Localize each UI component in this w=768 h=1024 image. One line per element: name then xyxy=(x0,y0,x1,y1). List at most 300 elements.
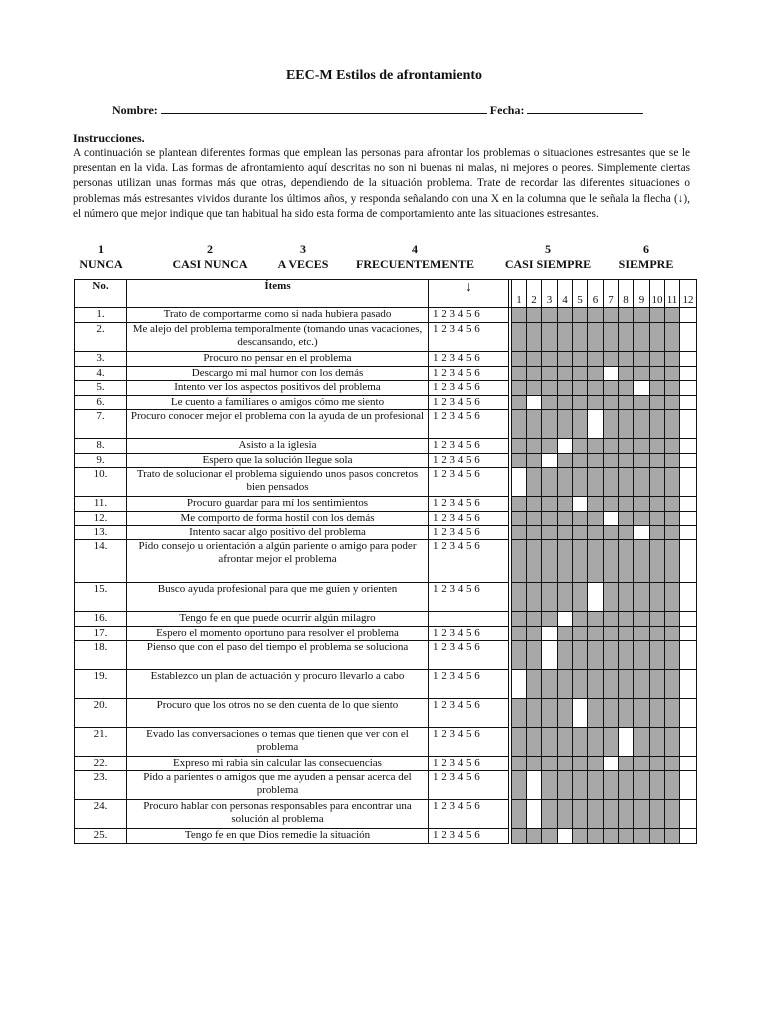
scoring-cell xyxy=(542,800,558,829)
scoring-cell xyxy=(542,641,558,670)
item-number: 22. xyxy=(75,757,127,771)
scoring-cell xyxy=(604,526,619,540)
column-number: 8 xyxy=(619,280,634,308)
answer-options[interactable]: 1 2 3 4 5 6 xyxy=(429,454,509,468)
item-text: Procuro hablar con personas responsables para encontrar una solución al problema xyxy=(127,800,429,829)
item-text: Procuro no pensar en el problema xyxy=(127,352,429,367)
scale-option xyxy=(614,242,678,272)
scoring-cell xyxy=(588,410,604,439)
scoring-cell xyxy=(680,526,697,540)
item-text: Le cuento a familiares o amigos cómo me siento xyxy=(127,396,429,410)
item-number: 15. xyxy=(75,583,127,612)
scoring-cell xyxy=(558,757,573,771)
scoring-cell xyxy=(634,728,650,757)
scoring-cell xyxy=(604,699,619,728)
scoring-cell xyxy=(665,771,680,800)
scoring-cell xyxy=(573,526,588,540)
answer-options[interactable]: 1 2 3 4 5 6 xyxy=(429,757,509,771)
scale-number: 3 xyxy=(300,242,306,256)
scoring-cell xyxy=(634,367,650,381)
scoring-cell xyxy=(680,410,697,439)
scoring-cell xyxy=(650,540,665,583)
scoring-cell xyxy=(512,641,527,670)
scoring-cell xyxy=(650,829,665,844)
scoring-cell xyxy=(680,670,697,699)
scoring-cell xyxy=(665,396,680,410)
scoring-cell xyxy=(512,829,527,844)
scoring-cell xyxy=(558,800,573,829)
item-number: 4. xyxy=(75,367,127,381)
scale-label: NUNCA xyxy=(79,257,123,271)
scoring-cell xyxy=(604,381,619,396)
item-text: Procuro guardar para mí los sentimientos xyxy=(127,497,429,512)
scoring-cell xyxy=(527,439,542,454)
header-no: No. xyxy=(75,280,127,308)
scoring-cell xyxy=(650,800,665,829)
scoring-cell xyxy=(558,699,573,728)
scoring-cell xyxy=(512,439,527,454)
scoring-cell xyxy=(542,497,558,512)
item-number: 9. xyxy=(75,454,127,468)
scoring-cell xyxy=(634,396,650,410)
table-row xyxy=(75,512,697,526)
scoring-cell xyxy=(680,612,697,627)
column-number: 7 xyxy=(604,280,619,308)
scoring-cell xyxy=(573,308,588,323)
scale-number: 1 xyxy=(98,242,104,256)
scoring-cell xyxy=(542,670,558,699)
column-number: 11 xyxy=(665,280,680,308)
scoring-cell xyxy=(588,352,604,367)
scoring-cell xyxy=(650,670,665,699)
item-number: 24. xyxy=(75,800,127,829)
scoring-cell xyxy=(634,612,650,627)
scoring-cell xyxy=(680,468,697,497)
scoring-cell xyxy=(619,468,634,497)
scoring-cell xyxy=(604,439,619,454)
scoring-cell xyxy=(634,352,650,367)
scoring-cell xyxy=(619,699,634,728)
scoring-cell xyxy=(512,381,527,396)
item-text: Pienso que con el paso del tiempo el problema se soluciona xyxy=(127,641,429,670)
answer-options[interactable]: 1 2 3 4 5 6 xyxy=(429,641,509,670)
scoring-cell xyxy=(527,757,542,771)
items-table xyxy=(74,279,697,844)
scoring-cell xyxy=(588,612,604,627)
scale-option xyxy=(498,242,598,272)
scoring-cell xyxy=(680,641,697,670)
scoring-cell xyxy=(665,454,680,468)
scoring-cell xyxy=(634,583,650,612)
scoring-cell xyxy=(527,512,542,526)
scoring-cell xyxy=(665,308,680,323)
scoring-cell xyxy=(619,323,634,352)
scoring-cell xyxy=(573,612,588,627)
scoring-cell xyxy=(542,439,558,454)
scoring-cell xyxy=(604,583,619,612)
scoring-cell xyxy=(634,308,650,323)
scoring-cell xyxy=(512,526,527,540)
scoring-cell xyxy=(634,800,650,829)
scoring-cell xyxy=(634,641,650,670)
scoring-cell xyxy=(588,670,604,699)
scoring-cell xyxy=(588,728,604,757)
name-field[interactable] xyxy=(161,102,487,114)
answer-options[interactable]: 1 2 3 4 5 6 xyxy=(429,583,509,612)
scale-number: 6 xyxy=(643,242,649,256)
scoring-cell xyxy=(527,381,542,396)
scoring-cell xyxy=(650,512,665,526)
scoring-cell xyxy=(604,728,619,757)
item-text: Espero el momento oportuno para resolver el problema xyxy=(127,627,429,641)
name-label: Nombre: xyxy=(112,103,158,117)
response-scale xyxy=(0,242,768,274)
scoring-cell xyxy=(650,439,665,454)
scoring-cell xyxy=(619,641,634,670)
item-text: Evado las conversaciones o temas que tienen que ver con el problema xyxy=(127,728,429,757)
scoring-cell xyxy=(619,497,634,512)
table-row xyxy=(75,627,697,641)
scoring-cell xyxy=(680,396,697,410)
scoring-cell xyxy=(604,627,619,641)
item-text: Expreso mi rabia sin calcular las consecuencias xyxy=(127,757,429,771)
scoring-cell xyxy=(604,540,619,583)
item-number: 16. xyxy=(75,612,127,627)
answer-options[interactable]: 1 2 3 4 5 6 xyxy=(429,728,509,757)
column-number: 10 xyxy=(650,280,665,308)
scale-label: SIEMPRE xyxy=(618,257,674,271)
answer-options[interactable]: 1 2 3 4 5 6 xyxy=(429,468,509,497)
scoring-cell xyxy=(634,699,650,728)
table-row xyxy=(75,526,697,540)
scoring-cell xyxy=(527,627,542,641)
scoring-cell xyxy=(512,352,527,367)
header-items: Ítems xyxy=(127,280,429,308)
scoring-cell xyxy=(604,612,619,627)
scoring-cell xyxy=(573,381,588,396)
scoring-cell xyxy=(588,699,604,728)
scoring-cell xyxy=(665,583,680,612)
scoring-cell xyxy=(680,308,697,323)
item-text: Intento ver los aspectos positivos del problema xyxy=(127,381,429,396)
answer-options[interactable]: 1 2 3 4 5 6 xyxy=(429,771,509,800)
scoring-cell xyxy=(558,641,573,670)
scoring-cell xyxy=(527,728,542,757)
table-row xyxy=(75,757,697,771)
scoring-cell xyxy=(588,771,604,800)
scoring-cell xyxy=(665,728,680,757)
scoring-cell xyxy=(512,670,527,699)
scale-label: CASI SIEMPRE xyxy=(504,257,592,271)
scoring-cell xyxy=(588,540,604,583)
item-number: 17. xyxy=(75,627,127,641)
scoring-cell xyxy=(634,512,650,526)
column-number: 6 xyxy=(588,280,604,308)
answer-options[interactable]: 1 2 3 4 5 6 xyxy=(429,439,509,454)
scoring-cell xyxy=(573,800,588,829)
scale-label: CASI NUNCA xyxy=(172,257,248,271)
scoring-cell xyxy=(665,410,680,439)
scoring-cell xyxy=(573,352,588,367)
scoring-cell xyxy=(650,308,665,323)
answer-options[interactable]: 1 2 3 4 5 6 xyxy=(429,627,509,641)
scoring-cell xyxy=(619,439,634,454)
scoring-cell xyxy=(604,352,619,367)
scoring-cell xyxy=(558,468,573,497)
scoring-cell xyxy=(573,670,588,699)
scoring-cell xyxy=(527,540,542,583)
name-date-line xyxy=(112,102,643,118)
column-number: 1 xyxy=(512,280,527,308)
scoring-cell xyxy=(558,771,573,800)
answer-options[interactable]: 1 2 3 4 5 6 xyxy=(429,540,509,583)
scoring-cell xyxy=(604,308,619,323)
scoring-cell xyxy=(588,497,604,512)
scale-option xyxy=(78,242,124,272)
item-number: 19. xyxy=(75,670,127,699)
scoring-cell xyxy=(650,771,665,800)
scoring-cell xyxy=(665,627,680,641)
scoring-cell xyxy=(680,454,697,468)
scoring-cell xyxy=(650,497,665,512)
item-text: Intento sacar algo positivo del problema xyxy=(127,526,429,540)
scoring-cell xyxy=(665,526,680,540)
answer-options[interactable]: 1 2 3 4 5 6 xyxy=(429,497,509,512)
scoring-cell xyxy=(680,800,697,829)
scoring-cell xyxy=(573,497,588,512)
scoring-cell xyxy=(512,699,527,728)
scoring-cell xyxy=(665,800,680,829)
column-number: 5 xyxy=(573,280,588,308)
item-text: Trato de comportarme como si nada hubiera pasado xyxy=(127,308,429,323)
scoring-cell xyxy=(680,627,697,641)
scoring-cell xyxy=(619,381,634,396)
scoring-cell xyxy=(665,367,680,381)
answer-options[interactable]: 1 2 3 4 5 6 xyxy=(429,829,509,844)
scale-option xyxy=(164,242,256,272)
item-number: 6. xyxy=(75,396,127,410)
scoring-cell xyxy=(680,757,697,771)
scoring-cell xyxy=(634,670,650,699)
scoring-cell xyxy=(542,352,558,367)
scoring-cell xyxy=(542,699,558,728)
scoring-cell xyxy=(558,381,573,396)
scoring-cell xyxy=(619,410,634,439)
table-row xyxy=(75,468,697,497)
item-text: Tengo fe en que Dios remedie la situación xyxy=(127,829,429,844)
scoring-cell xyxy=(604,497,619,512)
scoring-cell xyxy=(604,757,619,771)
item-text: Me comporto de forma hostil con los demás xyxy=(127,512,429,526)
scoring-cell xyxy=(665,512,680,526)
scale-number: 4 xyxy=(412,242,418,256)
scoring-cell xyxy=(588,381,604,396)
item-number: 14. xyxy=(75,540,127,583)
scale-option xyxy=(270,242,336,272)
scoring-cell xyxy=(680,367,697,381)
scoring-cell xyxy=(527,800,542,829)
scoring-cell xyxy=(542,454,558,468)
scoring-cell xyxy=(558,454,573,468)
scoring-cell xyxy=(512,396,527,410)
scoring-cell xyxy=(634,526,650,540)
scoring-cell xyxy=(680,583,697,612)
scoring-cell xyxy=(650,323,665,352)
scoring-cell xyxy=(558,410,573,439)
answer-options[interactable]: 1 2 3 4 5 6 xyxy=(429,308,509,323)
answer-options[interactable]: 1 2 3 4 5 6 xyxy=(429,512,509,526)
scoring-cell xyxy=(619,670,634,699)
scoring-cell xyxy=(512,800,527,829)
scoring-cell xyxy=(588,367,604,381)
scoring-cell xyxy=(527,612,542,627)
scoring-cell xyxy=(512,454,527,468)
scoring-cell xyxy=(512,497,527,512)
scoring-cell xyxy=(512,308,527,323)
scoring-cell xyxy=(527,410,542,439)
scoring-cell xyxy=(680,829,697,844)
item-text: Busco ayuda profesional para que me guíen y orienten xyxy=(127,583,429,612)
scoring-cell xyxy=(650,454,665,468)
item-number: 3. xyxy=(75,352,127,367)
scoring-cell xyxy=(619,512,634,526)
scoring-cell xyxy=(665,699,680,728)
scale-option xyxy=(348,242,482,272)
scoring-cell xyxy=(527,396,542,410)
date-field[interactable] xyxy=(527,102,643,114)
scoring-cell xyxy=(619,454,634,468)
scoring-cell xyxy=(527,526,542,540)
scoring-cell xyxy=(558,308,573,323)
item-number: 23. xyxy=(75,771,127,800)
scoring-cell xyxy=(527,367,542,381)
answer-options[interactable]: 1 2 3 4 5 6 xyxy=(429,396,509,410)
scoring-cell xyxy=(680,540,697,583)
item-number: 13. xyxy=(75,526,127,540)
answer-options[interactable]: 1 2 3 4 5 6 xyxy=(429,352,509,367)
scoring-cell xyxy=(527,308,542,323)
scoring-cell xyxy=(527,468,542,497)
scoring-cell xyxy=(588,641,604,670)
instructions-text: A continuación se plantean diferentes formas que emplean las personas para afrontar los problemas o situaciones estresantes que se le presentan en la vida. Las formas de afrontamiento aquí descritas no son ni buenas ni malas, ni mejores o peores. Simplemente ciertas personas utilizan unas formas más que otras, dependiendo de la situación problema. Trate de recordar las diferentes situaciones o problemas más estresantes vividos durante los últimos años, y responda señalando con una X en la columna que le señala la flecha (↓), el número que mejor indique que tan habitual ha sido esta forma de comportamiento ante las situaciones estresantes. xyxy=(73,147,690,220)
scoring-cell xyxy=(558,728,573,757)
scoring-cell xyxy=(588,439,604,454)
scoring-cell xyxy=(634,829,650,844)
scoring-cell xyxy=(512,468,527,497)
scoring-cell xyxy=(527,771,542,800)
answer-options[interactable]: 1 2 3 4 5 6 xyxy=(429,800,509,829)
scoring-cell xyxy=(573,771,588,800)
scoring-cell xyxy=(512,627,527,641)
table-row xyxy=(75,396,697,410)
scoring-cell xyxy=(512,410,527,439)
scoring-cell xyxy=(680,323,697,352)
scoring-cell xyxy=(588,757,604,771)
column-number: 3 xyxy=(542,280,558,308)
scoring-cell xyxy=(634,323,650,352)
table-header-row xyxy=(75,280,697,308)
scoring-cell xyxy=(619,771,634,800)
scoring-cell xyxy=(527,641,542,670)
answer-options[interactable]: 1 2 3 4 5 6 xyxy=(429,526,509,540)
scoring-cell xyxy=(619,526,634,540)
scoring-cell xyxy=(573,512,588,526)
answer-options[interactable]: 1 2 3 4 5 6 xyxy=(429,699,509,728)
answer-options[interactable]: 1 2 3 4 5 6 xyxy=(429,381,509,396)
column-number: 12 xyxy=(680,280,697,308)
scoring-cell xyxy=(558,352,573,367)
scoring-cell xyxy=(604,396,619,410)
item-number: 20. xyxy=(75,699,127,728)
scoring-cell xyxy=(588,396,604,410)
table-row xyxy=(75,439,697,454)
scoring-cell xyxy=(619,308,634,323)
scoring-cell xyxy=(542,757,558,771)
answer-options[interactable]: 1 2 3 4 5 6 xyxy=(429,367,509,381)
scoring-cell xyxy=(588,526,604,540)
table-row xyxy=(75,381,697,396)
item-number: 18. xyxy=(75,641,127,670)
scoring-cell xyxy=(542,468,558,497)
scoring-cell xyxy=(619,612,634,627)
scoring-cell xyxy=(634,454,650,468)
item-text: Pido a parientes o amigos que me ayuden a pensar acerca del problema xyxy=(127,771,429,800)
scoring-cell xyxy=(604,454,619,468)
scoring-cell xyxy=(542,612,558,627)
scoring-cell xyxy=(619,367,634,381)
column-number: 2 xyxy=(527,280,542,308)
answer-options[interactable]: 1 2 3 4 5 6 xyxy=(429,323,509,352)
answer-options[interactable]: 1 2 3 4 5 6 xyxy=(429,670,509,699)
table-row xyxy=(75,323,697,352)
table-row xyxy=(75,771,697,800)
scoring-cell xyxy=(619,800,634,829)
scoring-cell xyxy=(604,670,619,699)
scoring-cell xyxy=(619,396,634,410)
scoring-cell xyxy=(542,512,558,526)
scoring-cell xyxy=(512,540,527,583)
scoring-cell xyxy=(512,771,527,800)
item-text: Me alejo del problema temporalmente (tomando unas vacaciones, descansando, etc.) xyxy=(127,323,429,352)
scoring-cell xyxy=(558,439,573,454)
scoring-cell xyxy=(588,512,604,526)
scoring-cell xyxy=(588,454,604,468)
scoring-cell xyxy=(650,728,665,757)
scoring-cell xyxy=(542,728,558,757)
scoring-cell xyxy=(680,699,697,728)
item-text: Procuro que los otros no se den cuenta de lo que siento xyxy=(127,699,429,728)
scoring-cell xyxy=(588,627,604,641)
scoring-cell xyxy=(634,627,650,641)
scoring-cell xyxy=(527,454,542,468)
item-text: Pido consejo u orientación a algún pariente o amigo para poder afrontar mejor el problema xyxy=(127,540,429,583)
answer-options[interactable]: 1 2 3 4 5 6 xyxy=(429,410,509,439)
item-number: 25. xyxy=(75,829,127,844)
scoring-cell xyxy=(588,583,604,612)
scoring-cell xyxy=(665,641,680,670)
item-text: Establezco un plan de actuación y procuro llevarlo a cabo xyxy=(127,670,429,699)
scoring-cell xyxy=(573,396,588,410)
scoring-cell xyxy=(680,352,697,367)
item-number: 7. xyxy=(75,410,127,439)
scoring-cell xyxy=(512,512,527,526)
table-row xyxy=(75,410,697,439)
answer-options[interactable] xyxy=(429,612,509,627)
scoring-cell xyxy=(558,512,573,526)
scoring-cell xyxy=(542,381,558,396)
scoring-cell xyxy=(634,468,650,497)
scoring-cell xyxy=(558,526,573,540)
